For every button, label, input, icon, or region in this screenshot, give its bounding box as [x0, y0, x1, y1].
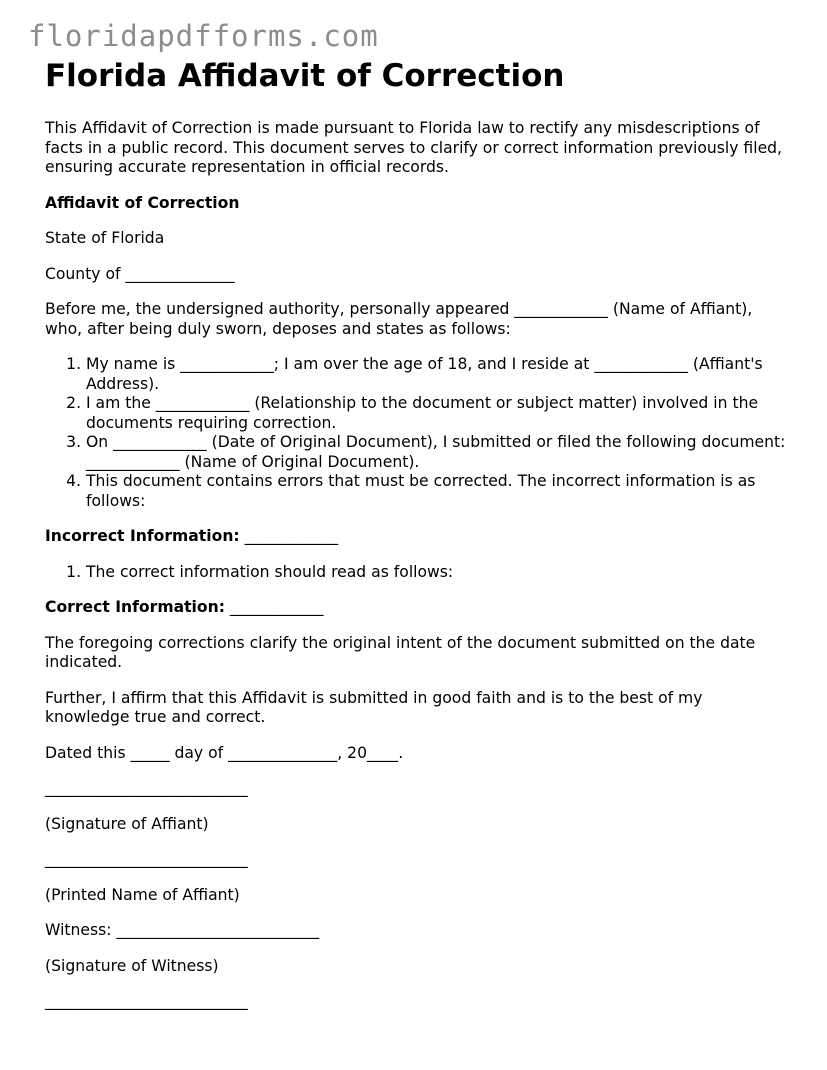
incorrect-information-blank: ____________ — [239, 527, 339, 545]
affiant-signature-label: (Signature of Affiant) — [45, 814, 209, 833]
clarify-paragraph: The foregoing corrections clarify the original intent of the document submitted on the date indicated. — [45, 633, 756, 671]
dated-line: Dated this _____ day of ______________, 20____. — [45, 743, 404, 762]
correct-information-blank: ____________ — [224, 598, 324, 616]
document-title: Florida Affidavit of Correction — [45, 58, 565, 94]
correct-intro-list — [45, 563, 790, 583]
statement-item: 2. I am the ____________ (Relationship to the document or subject matter) involved in the documents requiring correction. — [86, 394, 790, 433]
printed-name-line: __________________________ — [45, 850, 248, 868]
statement-item: 4. This document contains errors that must be corrected. The incorrect information is as follows: — [86, 472, 790, 511]
printed-name-label: (Printed Name of Affiant) — [45, 885, 240, 904]
correct-information-line — [45, 598, 790, 618]
intro-paragraph: This Affidavit of Correction is made pursuant to Florida law to rectify any misdescriptions of facts in a public record. This document serves to clarify or correct information previously filed, ensuring accurate representation in official records. — [45, 119, 783, 176]
statement-item: 3. On ____________ (Date of Original Document), I submitted or filed the following document: ____________ (Name of Original Document). — [86, 433, 790, 472]
affirm-paragraph: Further, I affirm that this Affidavit is submitted in good faith and is to the best of my knowledge true and correct. — [45, 688, 703, 726]
final-signature-line: __________________________ — [45, 992, 248, 1010]
witness-line: Witness: __________________________ — [45, 921, 320, 939]
county-line: County of ______________ — [45, 264, 235, 283]
statements-list — [45, 355, 790, 511]
affiant-signature-line: __________________________ — [45, 779, 248, 797]
correct-intro-item: 1. The correct information should read as follows: — [86, 563, 790, 583]
section-heading: Affidavit of Correction — [45, 193, 240, 212]
witness-signature-label: (Signature of Witness) — [45, 956, 219, 975]
incorrect-information-label: Incorrect Information: — [45, 527, 240, 545]
state-line: State of Florida — [45, 229, 165, 247]
document-body — [45, 119, 790, 1028]
watermark: floridapdfforms.com — [28, 19, 379, 53]
appearance-paragraph: Before me, the undersigned authority, personally appeared ____________ (Name of Affiant), who, after being duly sworn, deposes and states as follows: — [45, 300, 753, 338]
correct-information-label: Correct Information: — [45, 598, 225, 616]
statement-item: 1. My name is ____________; I am over the age of 18, and I reside at ____________ (Affiant's Address). — [86, 355, 790, 394]
incorrect-information-line — [45, 527, 790, 547]
